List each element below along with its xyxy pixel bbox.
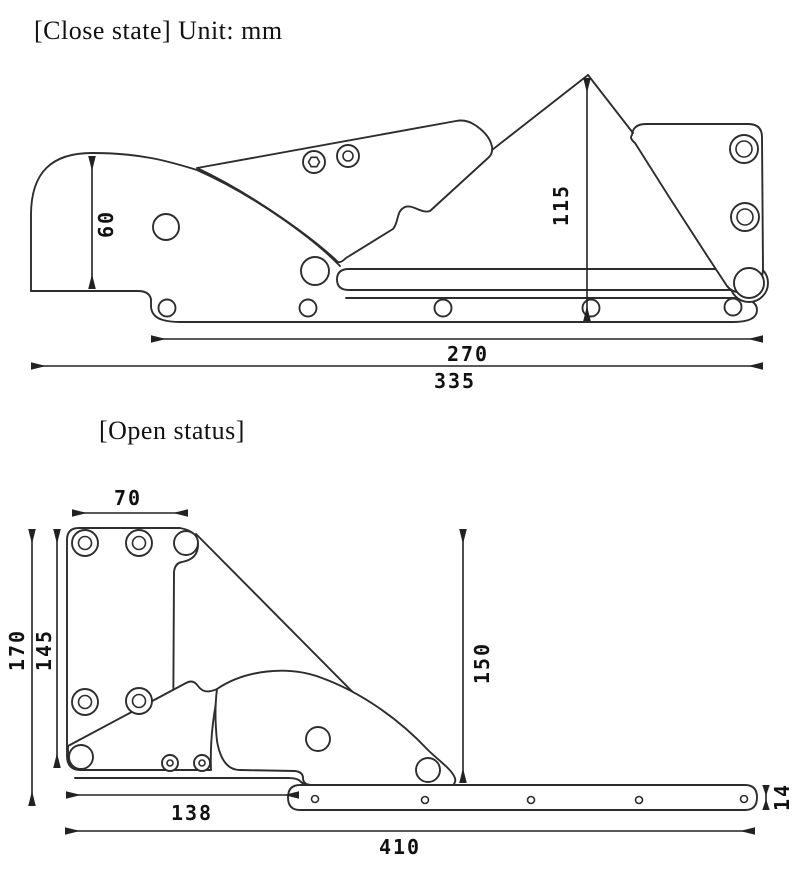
dim-label-170: 170	[5, 628, 29, 672]
corner-hole	[69, 745, 93, 769]
close-strut-right-edge	[588, 75, 633, 133]
strip-hole	[741, 796, 748, 803]
dim-label-138: 138	[170, 801, 214, 825]
open-state-title: [Open status]	[99, 416, 245, 445]
dim-label-335: 335	[433, 369, 477, 393]
ring-hole-inner	[79, 696, 92, 709]
hex-socket	[309, 157, 320, 166]
strip-hole	[528, 797, 535, 804]
open-state-drawing	[5, 486, 794, 859]
dim-label-270: 270	[446, 342, 490, 366]
pivot-hole	[734, 268, 764, 298]
dim-label-115: 115	[549, 183, 573, 227]
cam-hole	[306, 727, 330, 751]
ring-hole-inner	[79, 537, 92, 550]
strip-hole	[636, 797, 643, 804]
strip-hole	[300, 300, 317, 317]
strip-hole	[725, 299, 742, 316]
close-lever-plate	[197, 121, 492, 263]
strip-hole	[422, 797, 429, 804]
ring-hole-small-inner	[199, 760, 205, 766]
ring-hole-small-inner	[167, 760, 173, 766]
strip-hole	[312, 796, 319, 803]
close-state-title: [Close state] Unit: mm	[34, 16, 283, 45]
dim-label-70: 70	[113, 486, 143, 510]
screw-socket	[343, 151, 353, 161]
hole	[153, 214, 179, 240]
close-link-arm	[337, 269, 747, 290]
pivot-hole	[174, 531, 198, 555]
dim-label-410: 410	[378, 835, 422, 859]
close-state-drawing	[31, 75, 768, 393]
pivot-hole	[416, 758, 440, 782]
strip-hole	[583, 300, 600, 317]
dim-label-14: 14	[770, 782, 794, 812]
dim-label-145: 145	[32, 628, 56, 672]
dim-label-150: 150	[470, 641, 494, 685]
close-strut-left-edge	[492, 75, 588, 150]
ring-hole-inner	[133, 695, 146, 708]
close-bottom-strip	[31, 291, 757, 322]
dim-label-60: 60	[94, 209, 118, 239]
ring-hole-inner	[737, 209, 753, 225]
ring-hole-inner	[133, 537, 146, 550]
strip-hole	[435, 300, 452, 317]
hole	[301, 257, 329, 285]
ring-hole-inner	[736, 141, 752, 157]
open-arm-bottom-edge	[75, 778, 311, 785]
strip-hole	[159, 300, 176, 317]
open-bottom-strip	[288, 785, 757, 810]
